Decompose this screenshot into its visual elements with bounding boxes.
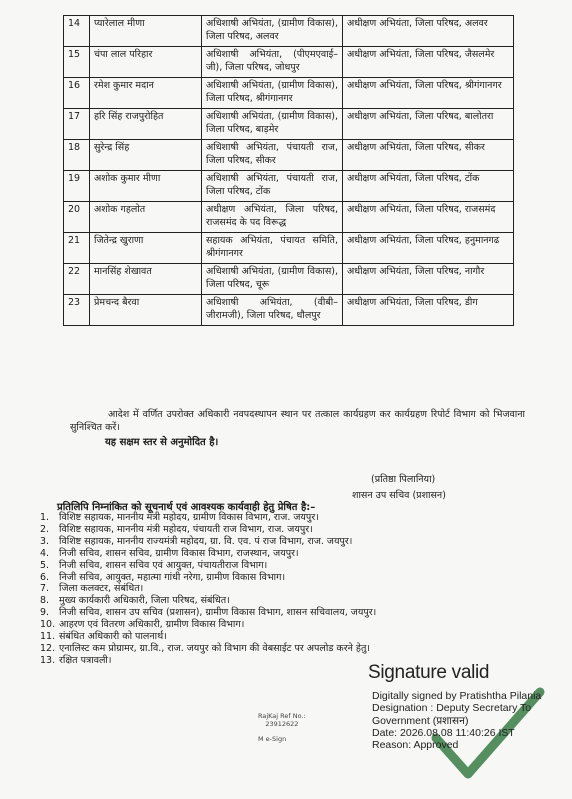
list-item (40, 643, 460, 655)
table-row (64, 140, 514, 171)
list-item-text: रक्षित पत्रावली। (59, 654, 112, 666)
officer-name: प्रेमचन्द बैरवा (90, 295, 202, 326)
row-number: 19 (64, 171, 90, 202)
designation-line: Designation : Deputy Secretary To (372, 702, 532, 715)
table-row (64, 264, 514, 295)
list-item-number: 4. (40, 547, 50, 559)
copy-to-heading: प्रतिलिपि निम्नांकित को सूचनार्थ एवं आवश्यक कार्यवाही हेतु प्रेषित है:– (57, 502, 316, 513)
list-item (40, 548, 460, 560)
list-item (40, 560, 460, 572)
list-item-number: 1. (40, 512, 50, 523)
row-number: 22 (64, 264, 90, 295)
current-post: अधिशाषी अभियंता, (ग्रामीण विकास), जिला परिषद, बाड़मेर (202, 109, 343, 140)
list-item-number: 7. (40, 583, 50, 595)
list-item (40, 619, 460, 631)
reason-line: Reason: Approved (372, 739, 459, 752)
rajkaj-reference (258, 712, 306, 728)
officer-name: अशोक कुमार मीणा (90, 171, 202, 202)
list-item-text: जिला कलक्टर, संबंधित। (59, 583, 144, 595)
current-post: अधिशाषी अभियंता, (ग्रामीण विकास), जिला परिषद, अलवर (202, 16, 343, 47)
list-item (40, 572, 460, 584)
list-item (40, 583, 460, 595)
new-post: अधीक्षण अभियंता, जिला परिषद, हनुमानगढ (343, 233, 514, 264)
current-post: अधिशाषी अभियंता, (पीएमएवाई–जी), जिला परिषद, जोधपुर (202, 47, 343, 78)
signature-valid-title: Signature valid (368, 662, 490, 683)
row-number: 23 (64, 295, 90, 326)
row-number: 18 (64, 140, 90, 171)
officer-name: अशोक गहलोत (90, 202, 202, 233)
officer-name: चंपा लाल परिहार (90, 47, 202, 78)
list-item (40, 595, 460, 607)
list-item (40, 631, 460, 643)
signatory-designation: शासन उप सचिव (प्रशासन) (352, 490, 446, 501)
current-post: अधिशाषी अभियंता, पंचायती राज, जिला परिषद, सीकर (202, 140, 343, 171)
row-number: 16 (64, 78, 90, 109)
current-post: अधिशाषी अभियंता, पंचायती राज, जिला परिषद, टोंक (202, 171, 343, 202)
officer-name: सुरेन्द्र सिंह (90, 140, 202, 171)
officer-name: प्यारेलाल मीणा (90, 16, 202, 47)
signatory-name: (प्रतिष्ठा पिलानिया) (371, 474, 436, 485)
row-number: 20 (64, 202, 90, 233)
list-item-number: 5. (40, 559, 50, 571)
list-item-number: 10. (40, 619, 56, 631)
list-item-text: विशिष्ट सहायक, माननीय राज्यमंत्री महोदय, ग्रा. वि. एव. पं राज विभाग, राज. जयपुर। (59, 535, 353, 547)
list-item-number: 11. (40, 631, 56, 643)
list-item-number: 3. (40, 535, 50, 547)
table-row (64, 109, 514, 140)
table-row (64, 233, 514, 264)
current-post: अधीक्षण अभियंता, जिला परिषद, राजसमंद के पद विरूद्ध (202, 202, 343, 233)
list-item-number: 2. (40, 523, 50, 535)
current-post: अधिशाषी अभियंता, (ग्रामीण विकास), जिला परिषद, श्रीगंगानगर (202, 78, 343, 109)
new-post: अधीक्षण अभियंता, जिला परिषद, सीकर (343, 140, 514, 171)
new-post: अधीक्षण अभियंता, जिला परिषद, अलवर (343, 16, 514, 47)
list-item (40, 512, 460, 524)
list-item-number: 13. (40, 654, 56, 666)
table-row (64, 295, 514, 326)
officer-name: मानसिंह शेखावत (90, 264, 202, 295)
row-number: 21 (64, 233, 90, 264)
order-text: आदेश में वर्णित उपरोक्त अधिकारी नवपदस्थापन स्थान पर तत्काल कार्यग्रहण कर कार्यग्रहण रिपोर्ट विभाग को भिजवाना सुनिश्चित करें। (70, 409, 525, 433)
new-post: अधीक्षण अभियंता, जिला परिषद, श्रीगंगानगर (343, 78, 514, 109)
rajkaj-ref-label: RajKaj Ref No.: (258, 712, 306, 720)
officer-name: रमेश कुमार मदान (90, 78, 202, 109)
order-paragraph (70, 408, 525, 434)
list-item-text: विशिष्ट सहायक, माननीय मंत्री महोदय, पंचायती राज विभाग, राज. जयपुर। (59, 523, 313, 535)
list-item (40, 607, 460, 619)
list-item-number: 8. (40, 595, 50, 607)
new-post: अधीक्षण अभियंता, जिला परिषद, नागौर (343, 264, 514, 295)
new-post: अधीक्षण अभियंता, जिला परिषद, बालोतरा (343, 109, 514, 140)
date-line: Date: 2026.08.08 11:40:26 IST (372, 726, 515, 739)
row-number: 14 (64, 16, 90, 47)
signature-details (372, 690, 541, 751)
transfer-table (63, 15, 514, 326)
copy-to-list (40, 512, 460, 667)
list-item (40, 536, 460, 548)
table-row (64, 47, 514, 78)
list-item-number: 9. (40, 607, 50, 619)
government-line: Government (प्रशासन) (372, 714, 469, 727)
current-post: अधिशाषी अभियंता, (ग्रामीण विकास), जिला परिषद, चूरू (202, 264, 343, 295)
list-item-text: निजी सचिव, शासन सचिव एवं आयुक्त, पंचायतीराज विभाग। (59, 559, 268, 571)
list-item-text: मुख्य कार्यकारी अधिकारी, जिला परिषद, संबंधित। (59, 595, 230, 607)
rajkaj-ref-number: 23912622 (265, 720, 299, 728)
current-post: सहायक अभियंता, पंचायत समिति, श्रीगंगानगर (202, 233, 343, 264)
table-row (64, 16, 514, 47)
new-post: अधीक्षण अभियंता, जिला परिषद, टोंक (343, 171, 514, 202)
list-item-text: निजी सचिव, आयुक्त, महात्मा गांधी नरेगा, ग्रामीण विकास विभाग। (59, 571, 286, 583)
table-row (64, 202, 514, 233)
signed-by-line: Digitally signed by Pratishtha Pilania (372, 690, 542, 702)
table-row (64, 171, 514, 202)
officer-name: जितेन्द्र खुराणा (90, 233, 202, 264)
list-item-text: संबंधित अधिकारी को पालनार्थ। (59, 631, 167, 643)
list-item-text: निजी सचिव, शासन उप सचिव (प्रशासन), ग्रामीण विकास विभाग, शासन सचिवालय, जयपुर। (59, 607, 377, 619)
current-post: अधिशाषी अभियंता, (वीबी–जीरामजी), जिला परिषद, धौलपुर (202, 295, 343, 326)
list-item-number: 12. (40, 642, 56, 654)
approval-note: यह सक्षम स्तर से अनुमोदित है। (105, 437, 219, 448)
row-number: 15 (64, 47, 90, 78)
officer-name: हरि सिंह राजपुरोहित (90, 109, 202, 140)
row-number: 17 (64, 109, 90, 140)
new-post: अधीक्षण अभियंता, जिला परिषद, डीग (343, 295, 514, 326)
list-item-number: 6. (40, 571, 50, 583)
list-item-text: आहरण एवं वितरण अधिकारी, ग्रामीण विकास विभाग। (59, 619, 245, 631)
table-row (64, 78, 514, 109)
new-post: अधीक्षण अभियंता, जिला परिषद, राजसमंद (343, 202, 514, 233)
list-item-text: निजी सचिव, शासन सचिव, ग्रामीण विकास विभाग, राजस्थान, जयपुर। (59, 547, 299, 559)
new-post: अधीक्षण अभियंता, जिला परिषद, जैसलमेर (343, 47, 514, 78)
esign-label: M e-Sign (258, 735, 287, 743)
list-item-text: एनालिस्ट कम प्रोग्रामर, ग्रा.वि., राज. जयपुर को विभाग की वेबसाईट पर अपलोड करने हेतु। (59, 642, 370, 654)
list-item (40, 524, 460, 536)
list-item-text: विशिष्ट सहायक, माननीय मंत्री महोदय, ग्रामीण विकास विभाग, राज. जयपुर। (59, 512, 319, 523)
